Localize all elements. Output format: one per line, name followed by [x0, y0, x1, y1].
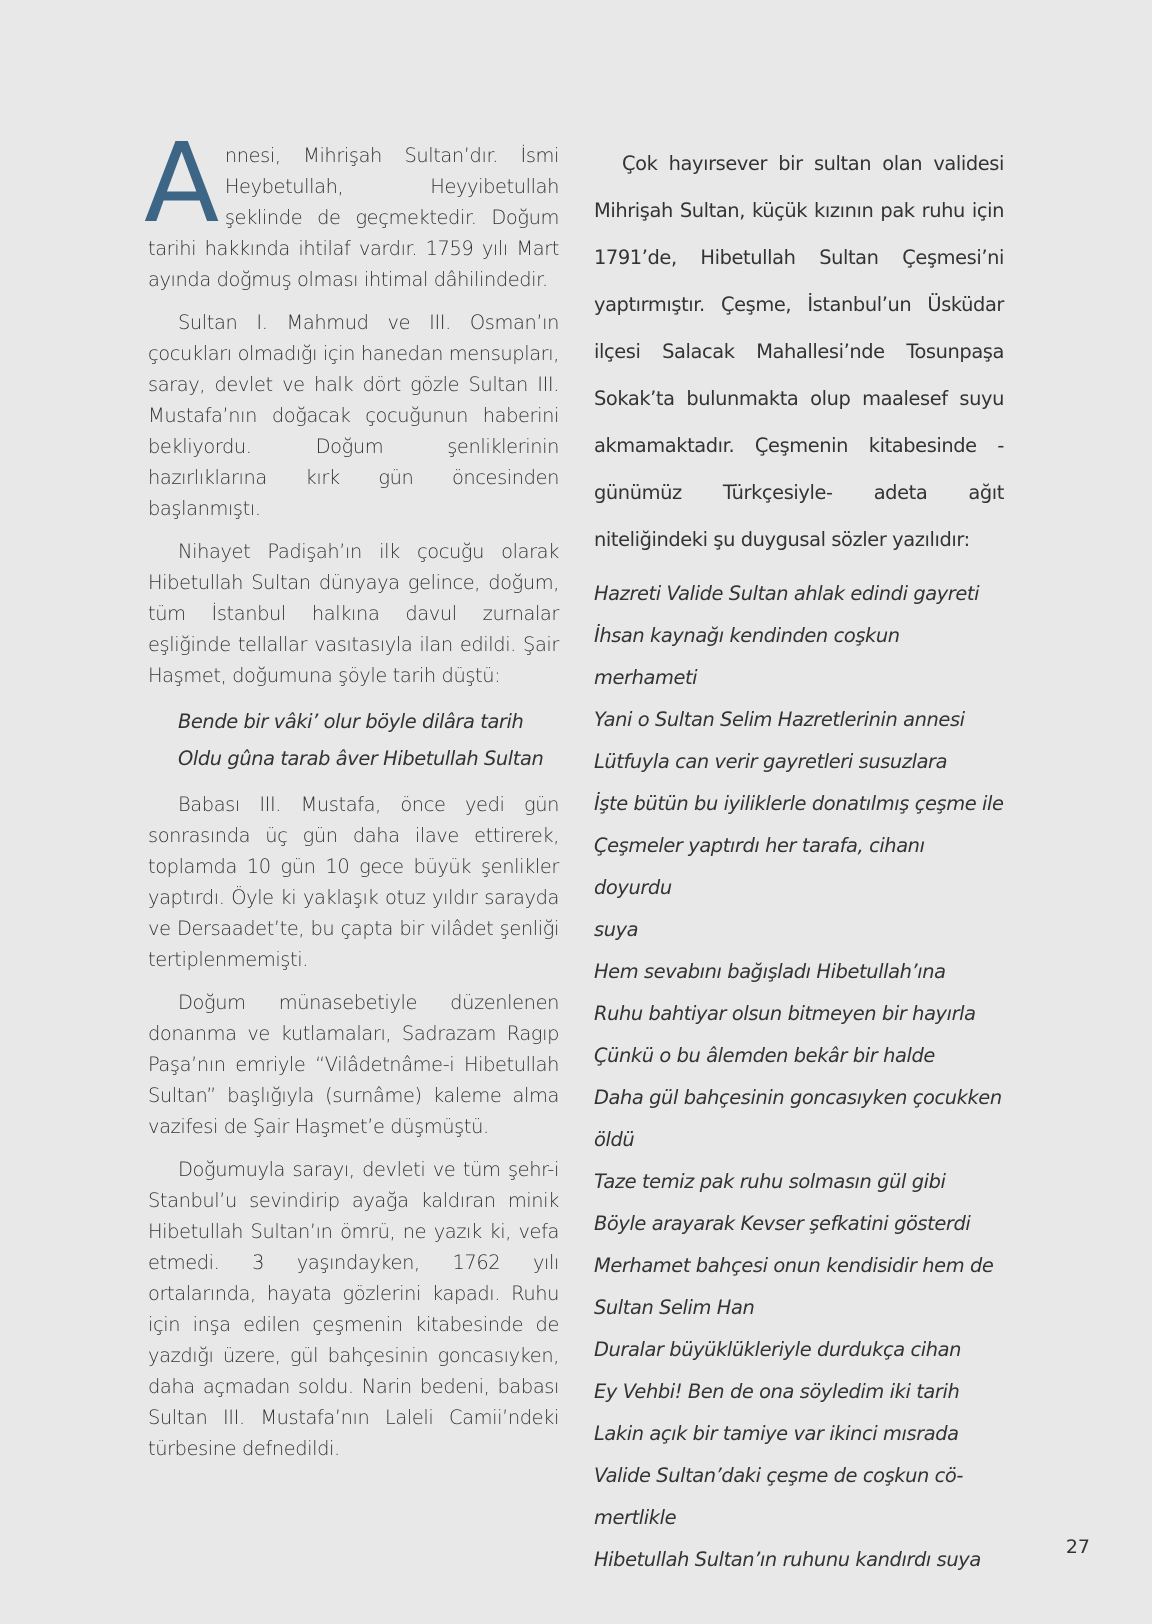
poem-line: Çünkü o bu âlemden bekâr bir halde — [594, 1044, 935, 1067]
poem-line: mertlikle — [594, 1506, 677, 1529]
poem-line: Ey Vehbi! Ben de ona söyledim iki tarih — [594, 1380, 960, 1403]
paragraph-6: Doğumuyla sarayı, devleti ve tüm şehr-i Stanbul’u sevindirip ayağa kaldıran minik Hibetullah Sultan’ın ömrü, ne yazık ki, vefa etmedi. 3 yaşındayken, 1762 yılı ortalarında, hayata gözlerini kapadı. Ruhu için inşa edilen çeşmenin kitabesinde de yazdığı üzere, gül bahçesinin goncasıyken, daha açmadan soldu. Narin bedeni, babası Sultan III. Mustafa’nın Laleli Camii’ndeki türbesine defnedildi. — [148, 1158, 559, 1460]
intro-paragraph: Çok hayırsever bir sultan olan validesi Mihrişah Sultan, küçük kızının pak ruhu için 1791’de, Hibetullah Sultan Çeşmesi’ni yaptırmıştır. Çeşme, İstanbul’un Üsküdar ilçesi Salacak Mahallesi’nde Tosunpaşa Sokak’ta bulunmakta olup maalesef suyu akmamaktadır. Çeşmenin kitabesinde -günümüz Türkçesiyle- adeta ağıt niteliğindeki şu duygusal sözler yazılıdır: — [594, 152, 1004, 551]
verse-line: Bende bir vâki’ olur böyle dilâra tarih — [178, 710, 524, 733]
left-column — [144, 119, 559, 1476]
paragraph-4: Babası III. Mustafa, önce yedi gün sonrasında üç gün daha ilave ettirerek, toplamda 10 gün 10 gece büyük şenlikler yaptırdı. Öyle ki yaklaşık otuz yıldır sarayda ve Dersaadet’te, bu çapta bir vilâdet şenliği tertiplenmemişti. — [148, 793, 559, 971]
drop-cap: A — [144, 119, 219, 247]
poem-line: Taze temiz pak ruhu solmasın gül gibi — [594, 1170, 946, 1193]
paragraph-1 — [144, 119, 559, 295]
poem-line: Duralar büyüklükleriyle durdukça cihan — [594, 1338, 962, 1361]
poem-line: suya — [594, 918, 639, 941]
verse-block — [178, 703, 559, 777]
paragraph-1-text: nnesi, Mihrişah Sultan’dır. İsmi Heybetullah, Heyyibetullah şeklinde de geçmektedir. Doğum tarihi hakkında ihtilaf vardır. 1759 yılı Mart ayında doğmuş olması ihtimal dâhilindedir. — [148, 144, 559, 291]
poem-line: Valide Sultan’daki çeşme de coşkun cö- — [594, 1464, 963, 1487]
page-number: 27 — [1065, 1536, 1090, 1558]
poem-line: Lakin açık bir tamiye var ikinci mısrada — [594, 1422, 959, 1445]
paragraph-2: Sultan I. Mahmud ve III. Osman’ın çocukları olmadığı için hanedan mensupları, saray, devlet ve halk dört gözle Sultan III. Mustafa’nın doğacak çocuğunun haberini bekliyordu. Doğum şenliklerinin hazırlıklarına kırk gün öncesinden başlanmıştı. — [148, 311, 559, 520]
poem-block — [594, 573, 1004, 1581]
poem-line: Yani o Sultan Selim Hazretlerinin annesi — [594, 708, 965, 731]
poem-line: Hazreti Valide Sultan ahlak edindi gayreti — [594, 582, 980, 605]
poem-line: Ruhu bahtiyar olsun bitmeyen bir hayırla — [594, 1002, 976, 1025]
poem-line: Hibetullah Sultan’ın ruhunu kandırdı suya — [594, 1548, 981, 1571]
poem-line: İşte bütün bu iyiliklerle donatılmış çeşme ile — [594, 792, 1004, 815]
poem-line: Hem sevabını bağışladı Hibetullah’ına — [594, 960, 946, 983]
poem-line: İhsan kaynağı kendinden coşkun merhameti — [594, 624, 900, 689]
paragraph-5: Doğum münasebetiyle düzenlenen donanma ve kutlamaları, Sadrazam Ragıp Paşa’nın emriyle “Vilâdetnâme-i Hibetullah Sultan” başlığıyla (surnâme) kaleme alma vazifesi de Şair Haşmet’e düşmüştü. — [148, 991, 559, 1138]
poem-line: Merhamet bahçesi onun kendisidir hem de — [594, 1254, 994, 1277]
poem-line: Lütfuyla can verir gayretleri susuzlara — [594, 750, 948, 773]
poem-line: Daha gül bahçesinin goncasıyken çocukken — [594, 1086, 1002, 1109]
right-column — [594, 140, 1004, 1581]
poem-line: öldü — [594, 1128, 635, 1151]
poem-line: Böyle arayarak Kevser şefkatini gösterdi — [594, 1212, 971, 1235]
verse-line: Oldu gûna tarab âver Hibetullah Sultan — [178, 747, 544, 770]
poem-line: Sultan Selim Han — [594, 1296, 755, 1319]
paragraph-3: Nihayet Padişah’ın ilk çocuğu olarak Hibetullah Sultan dünyaya gelince, doğum, tüm İstanbul halkına davul zurnalar eşliğinde tellallar vasıtasıyla ilan edildi. Şair Haşmet, doğumuna şöyle tarih düştü: — [148, 540, 559, 687]
poem-line: Çeşmeler yaptırdı her tarafa, cihanı doyurdu — [594, 834, 925, 899]
